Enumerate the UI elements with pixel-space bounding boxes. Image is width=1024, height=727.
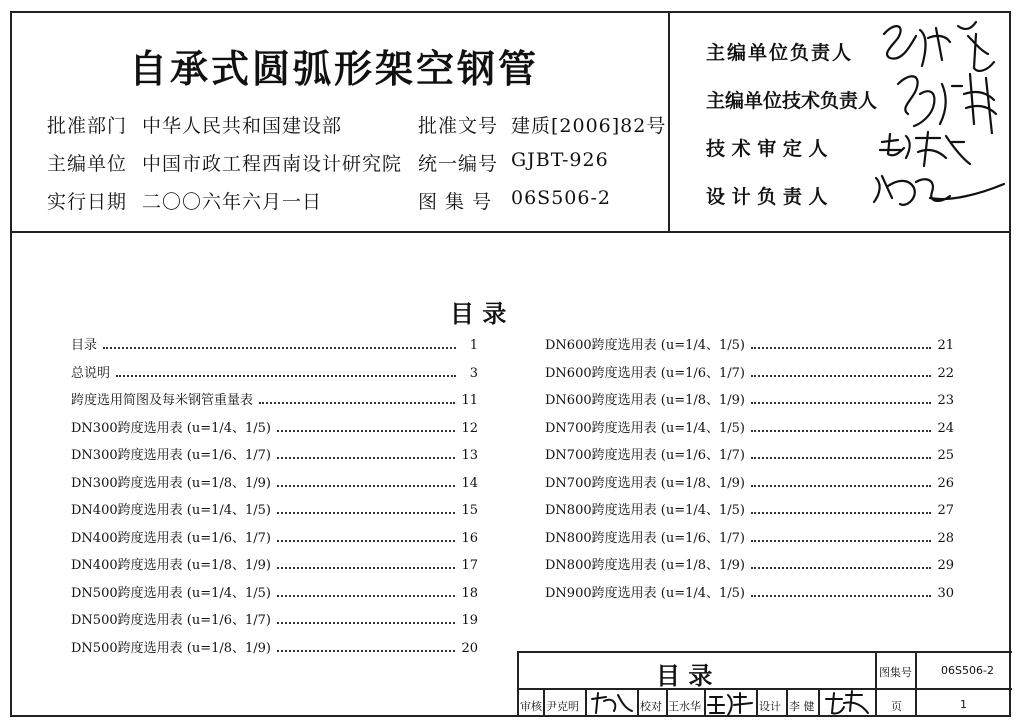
toc-entry-page: 28 bbox=[937, 530, 954, 546]
toc-entry-page: 19 bbox=[461, 613, 478, 628]
toc-entry bbox=[545, 418, 954, 436]
toc-entry-page: 18 bbox=[461, 585, 478, 601]
toc-entry bbox=[71, 418, 478, 436]
atlas-title: 自承式圆弧形架空钢管 bbox=[128, 47, 539, 91]
toc-entry-leader bbox=[751, 567, 931, 569]
toc-entry-leader bbox=[751, 402, 931, 404]
toc-entry-label: DN600跨度选用表 (u=1/4、1/5) bbox=[545, 338, 745, 353]
toc-entry-label: DN800跨度选用表 (u=1/8、1/9) bbox=[545, 558, 745, 573]
check-label: 校对 bbox=[640, 700, 662, 713]
design-head-label: 设 计 负 责 人 bbox=[706, 186, 828, 208]
toc-entry-page: 15 bbox=[461, 503, 478, 518]
toc-entry bbox=[71, 390, 478, 408]
toc-entry bbox=[71, 473, 478, 491]
toc-entry-page: 11 bbox=[461, 393, 478, 408]
approval-dept: 中华人民共和国建设部 bbox=[142, 115, 343, 137]
atlas-label: 图集号 bbox=[879, 666, 912, 679]
toc-entry-leader bbox=[259, 402, 455, 404]
chief-unit-head-label: 主编单位负责人 bbox=[706, 42, 854, 64]
toc-entry-page: 22 bbox=[937, 365, 954, 381]
review-label: 审核 bbox=[520, 700, 542, 713]
title-block-vline-2 bbox=[915, 651, 917, 717]
toc-entry-leader bbox=[751, 540, 931, 542]
toc-entry-leader bbox=[277, 622, 455, 624]
toc-entry-leader bbox=[751, 347, 931, 349]
toc-entry-page: 13 bbox=[461, 448, 478, 463]
toc-entry-page: 29 bbox=[937, 558, 954, 573]
technical-reviewer-signature bbox=[876, 128, 976, 172]
atlas-no: 06S506-2 bbox=[511, 187, 611, 209]
page-label: 页 bbox=[891, 700, 902, 713]
toc-entry bbox=[545, 390, 954, 408]
toc-title: 目 录 bbox=[450, 300, 507, 328]
toc-entry bbox=[545, 445, 954, 463]
design-label: 设计 bbox=[759, 700, 781, 713]
toc-entry bbox=[71, 445, 478, 463]
toc-entry-page: 26 bbox=[937, 475, 954, 491]
sheet-title: 目 录 bbox=[656, 662, 713, 690]
toc-entry-label: DN500跨度选用表 (u=1/8、1/9) bbox=[71, 640, 271, 656]
chief-editor: 中国市政工程西南设计研究院 bbox=[142, 153, 403, 175]
toc-entry-label: DN700跨度选用表 (u=1/6、1/7) bbox=[545, 448, 745, 463]
toc-entry bbox=[545, 473, 954, 491]
toc-entry bbox=[545, 528, 954, 546]
toc-entry-page: 3 bbox=[469, 365, 478, 381]
chief-unit-tech-head-signature bbox=[890, 64, 1008, 134]
toc-entry-page: 25 bbox=[937, 448, 954, 463]
toc-entry-label: DN600跨度选用表 (u=1/8、1/9) bbox=[545, 393, 745, 408]
toc-entry bbox=[545, 555, 954, 573]
reviewer-signature bbox=[588, 689, 634, 717]
toc-entry-label: DN300跨度选用表 (u=1/6、1/7) bbox=[71, 448, 271, 463]
toc-entry-page: 23 bbox=[937, 393, 954, 408]
unified-no: GJBT-926 bbox=[511, 149, 609, 171]
toc-entry-page: 16 bbox=[461, 530, 478, 546]
title-block-vline-9 bbox=[786, 688, 788, 717]
approval-dept-label: 批准部门 bbox=[47, 115, 128, 137]
title-block-vline-1 bbox=[875, 651, 877, 717]
toc-entry-page: 1 bbox=[469, 338, 478, 353]
technical-reviewer-label: 技 术 审 定 人 bbox=[706, 138, 828, 160]
toc-entry-leader bbox=[103, 347, 456, 349]
title-block-vline-4 bbox=[585, 688, 587, 717]
toc-entry-page: 20 bbox=[461, 640, 478, 656]
approval-no-label: 批准文号 bbox=[418, 115, 499, 137]
toc-entry bbox=[71, 555, 478, 573]
toc-entry-leader bbox=[751, 485, 931, 487]
toc-entry bbox=[545, 583, 954, 601]
toc-entry bbox=[545, 500, 954, 518]
toc-entry-page: 12 bbox=[461, 420, 478, 436]
toc-entry-leader bbox=[277, 650, 455, 652]
page-number: 1 bbox=[960, 698, 967, 711]
approval-no: 建质[2006]82号 bbox=[511, 115, 667, 137]
toc-entry bbox=[71, 500, 478, 518]
toc-entry-leader bbox=[277, 567, 455, 569]
effective-date: 二〇〇六年六月一日 bbox=[142, 191, 323, 213]
toc-entry-label: 跨度选用简图及每米钢管重量表 bbox=[71, 393, 254, 408]
toc-entry-leader bbox=[751, 375, 931, 377]
toc-entry-page: 24 bbox=[937, 420, 954, 436]
toc-entry-label: DN600跨度选用表 (u=1/6、1/7) bbox=[545, 365, 745, 381]
checker: 王水华 bbox=[668, 700, 701, 713]
toc-entry-label: DN400跨度选用表 (u=1/6、1/7) bbox=[71, 530, 271, 546]
title-block-vline-8 bbox=[756, 688, 758, 717]
toc-entry-label: DN500跨度选用表 (u=1/6、1/7) bbox=[71, 613, 271, 628]
toc-entry bbox=[71, 528, 478, 546]
toc-entry-leader bbox=[116, 375, 456, 377]
toc-entry-leader bbox=[751, 457, 931, 459]
header-divider bbox=[10, 231, 1011, 233]
toc-entry bbox=[71, 363, 478, 381]
toc-entry-page: 21 bbox=[937, 338, 954, 353]
toc-entry-label: 目录 bbox=[71, 338, 98, 353]
toc-entry-leader bbox=[751, 430, 931, 432]
reviewer: 尹克明 bbox=[546, 700, 579, 713]
toc-entry-label: DN700跨度选用表 (u=1/4、1/5) bbox=[545, 420, 745, 436]
header-vertical-divider bbox=[668, 11, 670, 232]
effective-date-label: 实行日期 bbox=[47, 191, 128, 213]
toc-entry-label: DN800跨度选用表 (u=1/6、1/7) bbox=[545, 530, 745, 546]
toc-entry-leader bbox=[277, 485, 455, 487]
toc-entry bbox=[71, 610, 478, 628]
designer-signature bbox=[822, 689, 872, 717]
design-head-signature bbox=[870, 168, 1010, 216]
toc-entry-leader bbox=[277, 595, 455, 597]
toc-entry-page: 17 bbox=[461, 558, 478, 573]
toc-entry bbox=[71, 583, 478, 601]
toc-entry-label: DN300跨度选用表 (u=1/4、1/5) bbox=[71, 420, 271, 436]
toc-entry bbox=[545, 363, 954, 381]
toc-entry-label: DN300跨度选用表 (u=1/8、1/9) bbox=[71, 475, 271, 491]
toc-entry bbox=[71, 638, 478, 656]
toc-entry-leader bbox=[751, 512, 931, 514]
chief-unit-tech-head-label: 主编单位技术负责人 bbox=[706, 90, 878, 112]
chief-editor-label: 主编单位 bbox=[47, 153, 128, 175]
toc-entry-leader bbox=[277, 512, 455, 514]
toc-entry bbox=[71, 335, 478, 353]
toc-entry-label: 总说明 bbox=[71, 365, 111, 381]
toc-entry-leader bbox=[277, 540, 455, 542]
toc-entry-leader bbox=[277, 430, 455, 432]
toc-entry-label: DN500跨度选用表 (u=1/4、1/5) bbox=[71, 585, 271, 601]
atlas-no-label: 图 集 号 bbox=[418, 191, 493, 213]
toc-entry-label: DN900跨度选用表 (u=1/4、1/5) bbox=[545, 585, 745, 601]
toc-entry-leader bbox=[277, 457, 455, 459]
title-block-vline-10 bbox=[818, 688, 820, 717]
toc-entry-label: DN800跨度选用表 (u=1/4、1/5) bbox=[545, 503, 745, 518]
unified-no-label: 统一编号 bbox=[418, 153, 499, 175]
toc-entry-label: DN400跨度选用表 (u=1/4、1/5) bbox=[71, 503, 271, 518]
toc-entry-page: 30 bbox=[937, 585, 954, 601]
toc-entry-label: DN700跨度选用表 (u=1/8、1/9) bbox=[545, 475, 745, 491]
toc-entry bbox=[545, 335, 954, 353]
title-block-vline-5 bbox=[637, 688, 639, 717]
toc-entry-page: 14 bbox=[461, 475, 478, 491]
checker-signature bbox=[706, 689, 754, 717]
designer: 李 健 bbox=[789, 700, 815, 713]
toc-entry-leader bbox=[751, 595, 931, 597]
toc-entry-label: DN400跨度选用表 (u=1/8、1/9) bbox=[71, 558, 271, 573]
toc-entry-page: 27 bbox=[937, 503, 954, 518]
title-block-atlas-no: 06S506-2 bbox=[941, 664, 994, 677]
title-block-vline-3 bbox=[543, 688, 545, 717]
